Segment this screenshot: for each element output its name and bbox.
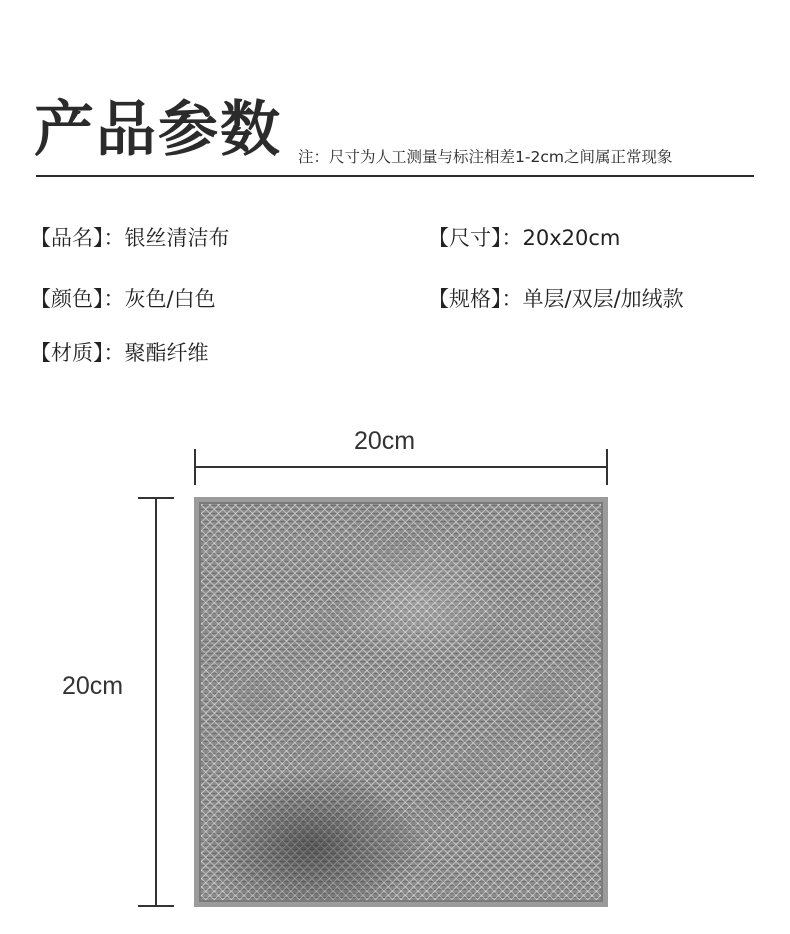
spec-color (30, 284, 216, 314)
page-title: 产品参数 (34, 95, 282, 165)
spec-spec-key: 【规格】： (428, 287, 523, 311)
spec-size (428, 223, 620, 253)
width-dimension-tick-right (606, 449, 608, 485)
silver-mesh-cloth-icon (194, 497, 608, 907)
title-divider (36, 175, 754, 177)
height-dimension-label: 20cm (62, 672, 124, 700)
width-dimension-tick-left (194, 449, 196, 485)
spec-spec-value: 单层/双层/加绒款 (522, 287, 684, 311)
spec-size-key: 【尺寸】： (428, 226, 523, 250)
height-dimension-tick-top (138, 497, 174, 499)
width-dimension-line (194, 466, 608, 468)
measurement-note: 注：尺寸为人工测量与标注相差1-2cm之间属正常现象 (298, 148, 673, 166)
spec-material (30, 338, 209, 368)
spec-material-key: 【材质】： (30, 341, 125, 365)
spec-material-value: 聚酯纤维 (124, 341, 209, 365)
spec-color-value: 灰色/白色 (124, 287, 216, 311)
spec-size-value: 20x20cm (522, 226, 621, 250)
spec-name-value: 银丝清洁布 (124, 226, 230, 250)
height-dimension-tick-bottom (138, 905, 174, 907)
spec-spec (428, 284, 684, 314)
spec-name-key: 【品名】： (30, 226, 125, 250)
spec-color-key: 【颜色】： (30, 287, 125, 311)
spec-name (30, 223, 230, 253)
width-dimension-label: 20cm (354, 427, 416, 455)
height-dimension-line (155, 497, 157, 907)
